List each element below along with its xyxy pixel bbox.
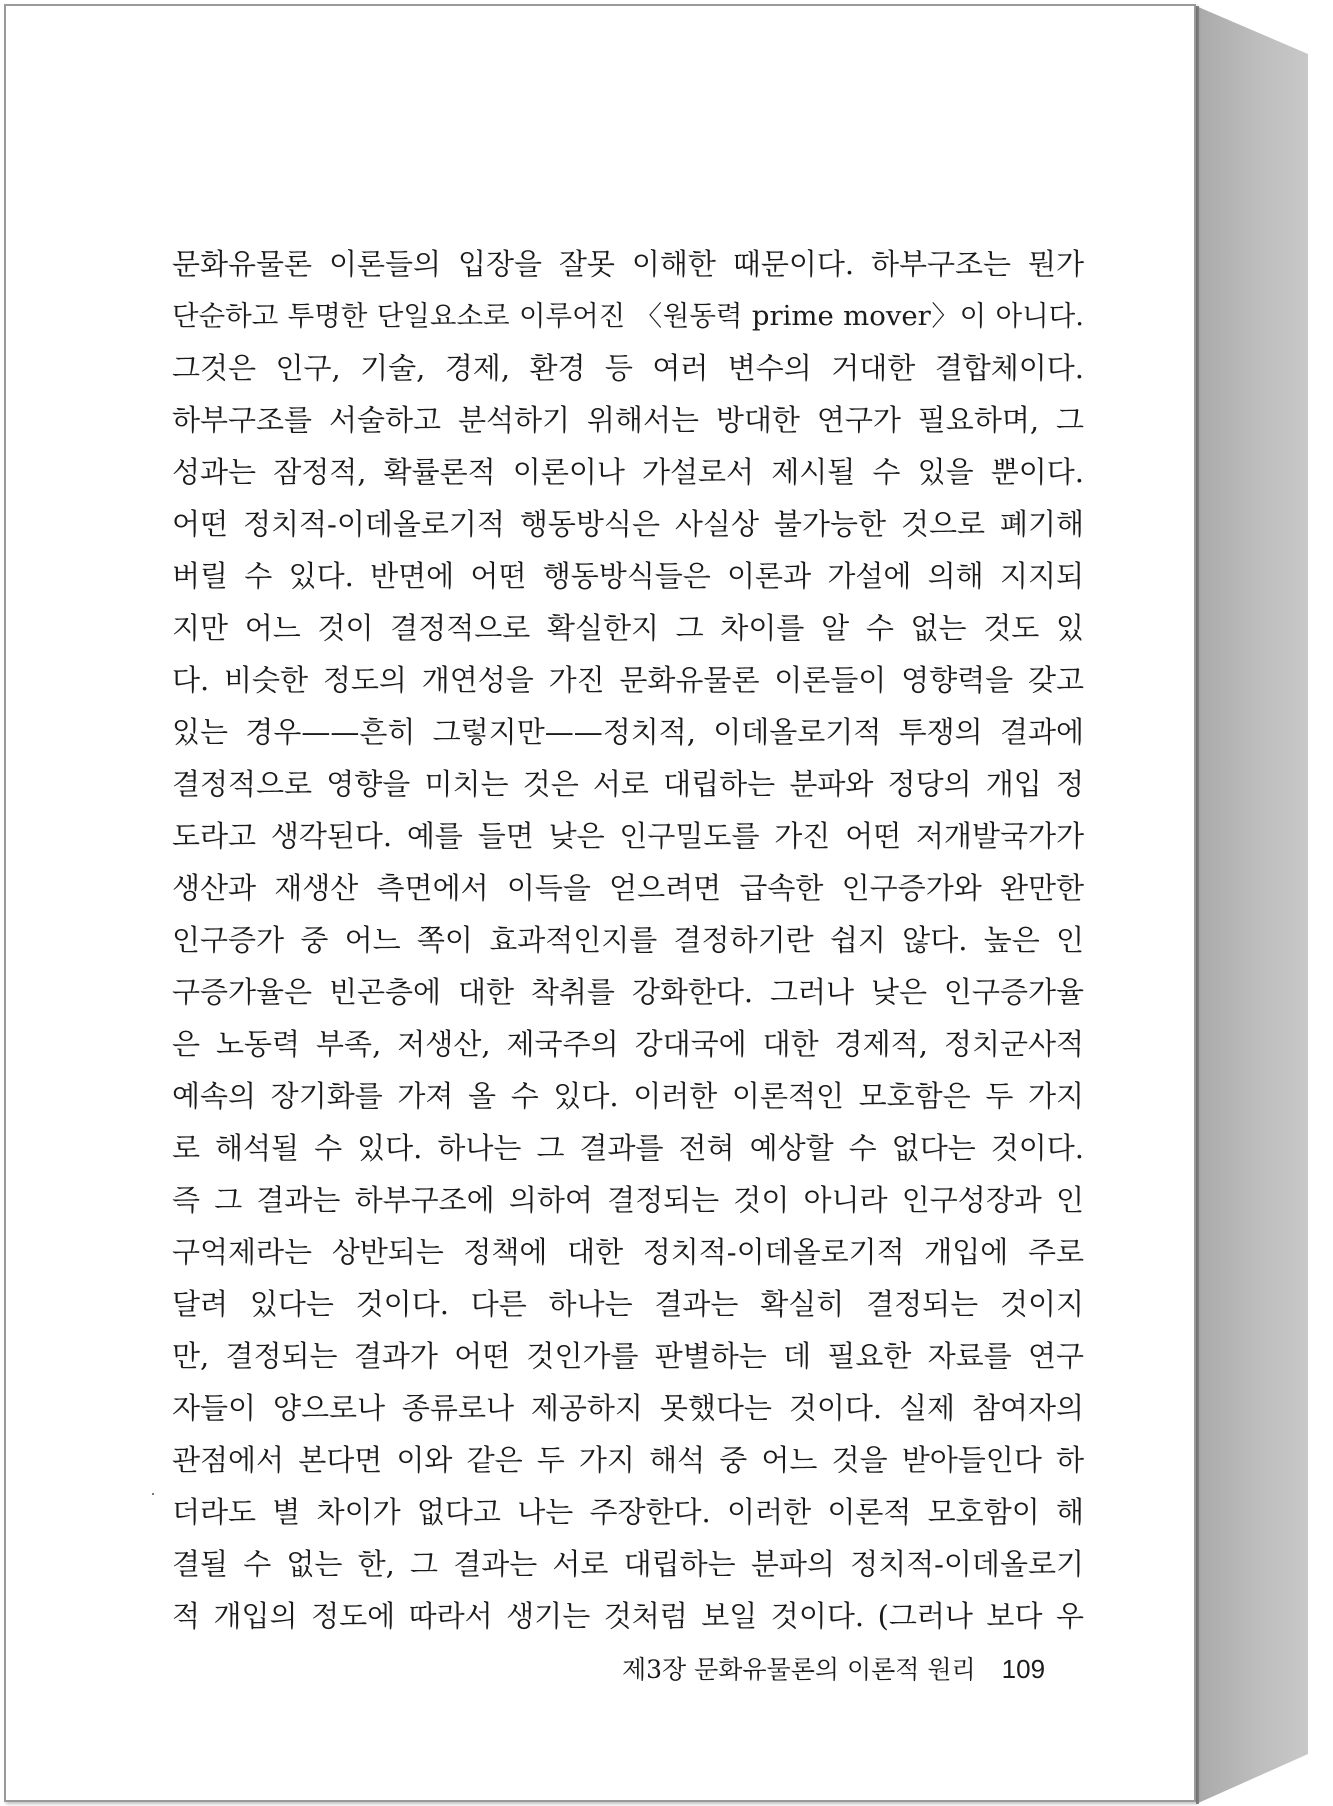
page-footer bbox=[622, 1650, 1052, 1694]
text-line: 구억제라는 상반되는 정책에 대한 정치적-이데올로기적 개입에 주로 bbox=[172, 1235, 1084, 1269]
scan-speck bbox=[152, 1493, 154, 1495]
text-line: 버릴 수 있다. 반면에 어떤 행동방식들은 이론과 가설에 의해 지지되 bbox=[172, 559, 1084, 593]
text-line: 적 개입의 정도에 따라서 생기는 것처럼 보일 것이다. (그러나 보다 우 bbox=[172, 1599, 1084, 1633]
running-footer-chapter: 제3장 문화유물론의 이론적 원리 bbox=[622, 1655, 976, 1684]
text-line: 그것은 인구, 기술, 경제, 환경 등 여러 변수의 거대한 결합체이다. bbox=[172, 351, 1084, 385]
text-line: 결될 수 없는 한, 그 결과는 서로 대립하는 분파의 정치적-이데올로기 bbox=[172, 1547, 1084, 1581]
page-body-text bbox=[172, 238, 1084, 1642]
text-line: 다. 비슷한 정도의 개연성을 가진 문화유물론 이론들이 영향력을 갖고 bbox=[172, 663, 1084, 697]
text-line: 만, 결정되는 결과가 어떤 것인가를 판별하는 데 필요한 자료를 연구 bbox=[172, 1339, 1084, 1373]
text-line: 예속의 장기화를 가져 올 수 있다. 이러한 이론적인 모호함은 두 가지 bbox=[172, 1079, 1084, 1113]
text-line: 즉 그 결과는 하부구조에 의하여 결정되는 것이 아니라 인구성장과 인 bbox=[172, 1183, 1084, 1217]
book-spine-line bbox=[1196, 6, 1199, 1804]
text-line: 로 해석될 수 있다. 하나는 그 결과를 전혀 예상할 수 없다는 것이다. bbox=[172, 1131, 1084, 1165]
book-page bbox=[4, 4, 1196, 1802]
text-line: 구증가율은 빈곤층에 대한 착취를 강화한다. 그러나 낮은 인구증가율 bbox=[172, 975, 1084, 1009]
text-line: 달려 있다는 것이다. 다른 하나는 결과는 확실히 결정되는 것이지 bbox=[172, 1287, 1084, 1321]
text-line: 더라도 별 차이가 없다고 나는 주장한다. 이러한 이론적 모호함이 해 bbox=[172, 1495, 1084, 1529]
text-line: 단순하고 투명한 단일요소로 이루어진 〈원동력 prime mover〉이 아니다. bbox=[172, 300, 1084, 332]
text-line: 있는 경우——흔히 그렇지만——정치적, 이데올로기적 투쟁의 결과에 bbox=[172, 715, 1084, 749]
text-line: 도라고 생각된다. 예를 들면 낮은 인구밀도를 가진 어떤 저개발국가가 bbox=[172, 819, 1084, 853]
text-line: 하부구조를 서술하고 분석하기 위해서는 방대한 연구가 필요하며, 그 bbox=[172, 403, 1084, 437]
text-line: 생산과 재생산 측면에서 이득을 얻으려면 급속한 인구증가와 완만한 bbox=[172, 871, 1084, 905]
text-line: 자들이 양으로나 종류로나 제공하지 못했다는 것이다. 실제 참여자의 bbox=[172, 1391, 1084, 1425]
text-line: 은 노동력 부족, 저생산, 제국주의 강대국에 대한 경제적, 정치군사적 bbox=[172, 1027, 1084, 1061]
text-line: 결정적으로 영향을 미치는 것은 서로 대립하는 분파와 정당의 개입 정 bbox=[172, 767, 1084, 801]
text-line: 문화유물론 이론들의 입장을 잘못 이해한 때문이다. 하부구조는 뭔가 bbox=[172, 247, 1084, 281]
text-line: 성과는 잠정적, 확률론적 이론이나 가설로서 제시될 수 있을 뿐이다. bbox=[172, 455, 1084, 489]
text-line: 관점에서 본다면 이와 같은 두 가지 해석 중 어느 것을 받아들인다 하 bbox=[172, 1443, 1084, 1477]
page-number: 109 bbox=[1001, 1654, 1046, 1684]
text-line: 지만 어느 것이 결정적으로 확실한지 그 차이를 알 수 없는 것도 있 bbox=[172, 611, 1084, 645]
text-line: 어떤 정치적-이데올로기적 행동방식은 사실상 불가능한 것으로 폐기해 bbox=[172, 507, 1084, 541]
book-thickness-edge bbox=[1196, 6, 1308, 1804]
text-line: 인구증가 중 어느 쪽이 효과적인지를 결정하기란 쉽지 않다. 높은 인 bbox=[172, 923, 1084, 957]
